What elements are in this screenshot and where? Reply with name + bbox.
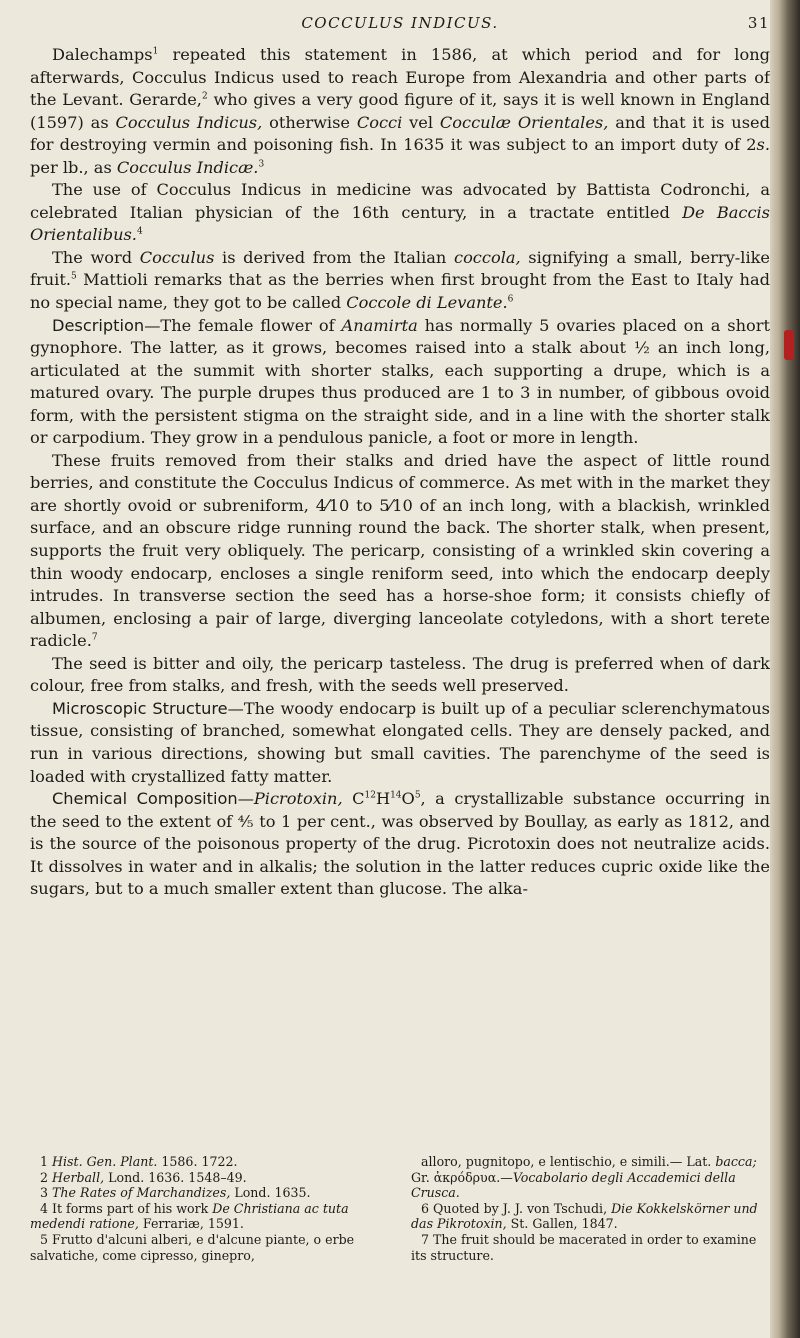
- text-run: Picrotoxin,: [253, 789, 343, 809]
- text-run: H: [375, 789, 391, 809]
- text-run: 4 It forms part of his work: [40, 1200, 213, 1216]
- text-run: 7 The fruit should be macerated in order to examine its structure.: [411, 1231, 757, 1263]
- section-heading: Description: [52, 315, 145, 335]
- superscript: 14: [390, 790, 402, 801]
- text-run: Mattioli remarks that as the berries when first brought from the East to Italy had no special name, they got to be called: [30, 270, 770, 313]
- text-run: St. Gallen, 1847.: [506, 1216, 618, 1232]
- text-run: has normally 5 ovaries placed on a short gynophore. The latter, as it grows, becomes raised into a stalk about ½ an inch long, articulated at the summit with shorter stalks, each supporting a drupe, which is a matured ovary. The purple drupes thus produced are 1 to 3 in number, of gibbous ovoid form, with the persistent stigma on the straight side, and in a line with the shorter stalk or carpodium. They grow in a pendulous panicle, a foot or more in length.: [30, 315, 770, 448]
- text-run: Anamirta: [341, 315, 418, 335]
- text-run: , a crystallizable substance occurring in the seed to the extent of ⅘ to 1 per cent., was observed by Boullay, as early as 1812, and is the source of the poisonous property of the drug. Picrotoxin does not neutralize acids. It dissolves in water and in alkalis; the solution in the latter reduces cupric oxide like the sugars, but to a much smaller extent than glucose. The alka-: [30, 789, 770, 899]
- text-run: The seed is bitter and oily, the pericarp tasteless. The drug is preferred when of dark colour, free from stalks, and fresh, with the seeds well preserved.: [30, 653, 770, 696]
- text-run: C: [342, 789, 365, 809]
- text-run: alloro, pugnitopo, e lentischio, e simili.— Lat.: [421, 1154, 716, 1169]
- superscript: 3: [258, 159, 265, 170]
- text-run: and that it is used for destroying vermin and poisoning fish. In 1635 it was subject to an import duty of 2: [30, 112, 770, 155]
- text-run: Ferrariæ, 1591.: [138, 1216, 244, 1232]
- text-run: who gives a very good figure of it, says it is well known in England (1597) as: [30, 90, 770, 132]
- page-header: [30, 14, 770, 40]
- footnote: [411, 1201, 770, 1232]
- paragraph: [30, 653, 770, 698]
- text-run: per lb., as: [30, 157, 117, 177]
- superscript: 5: [414, 790, 421, 801]
- text-run: The Rates of Marchandizes,: [52, 1185, 231, 1201]
- text-run: Lond. 1635.: [230, 1185, 311, 1201]
- text-run: signifying a small, berry-like fruit.: [30, 247, 771, 290]
- text-run: s.: [756, 135, 770, 155]
- footnote: [411, 1232, 770, 1263]
- text-run: Gr. ἀκρόδρυα.—: [411, 1169, 513, 1185]
- text-run: bacca;: [715, 1154, 757, 1169]
- text-run: 3: [40, 1185, 53, 1201]
- footnotes-left-column: [30, 1154, 389, 1263]
- superscript: 5: [70, 272, 77, 283]
- superscript: 4: [136, 226, 143, 237]
- paragraph: [30, 44, 770, 179]
- text-run: Cocculus Indicæ.: [116, 157, 259, 177]
- text-run: —The female flower of: [144, 315, 342, 335]
- text-run: —The woody endocarp is built up of a peculiar sclerenchymatous tissue, consisting of branched, somewhat elongated cells. They are densely packed, and run in various directions, showing but small cavities. The parenchyme of the seed is loaded with crystallized fatty matter.: [30, 698, 770, 786]
- paragraph: [30, 179, 770, 247]
- text-run: 1586. 1722.: [157, 1154, 238, 1169]
- text-run: These fruits removed from their stalks and dried have the aspect of little round berries, and constitute the Cocculus Indicus of commerce. As met with in the market they are shortly ovoid or subreniform, 4⁄10 to 5⁄10 of an inch long, with a blackish, wrinkled surface, and an obscure ridge running round the back. The shorter stalk, when present, supports the fruit very obliquely. The pericarp, consisting of a wrinkled skin covering a thin woody endocarp, encloses a single reniform seed, into which the endocarp deeply intrudes. In transverse section the seed has a horse-shoe form; it consists chiefly of albumen, enclosing a pair of large, diverging lanceolate cotyledons, with a short terete radicle.: [30, 450, 770, 651]
- text-run: 5 Frutto d'alcuni alberi, e d'alcune piante, o erbe salvatiche, come cipresso, ginepro,: [30, 1231, 355, 1263]
- text-run: Die Kokkelskörner und das Pikrotoxin,: [411, 1200, 758, 1232]
- text-run: Dalechamps: [52, 45, 153, 64]
- paragraph: [30, 788, 770, 901]
- text-run: De Christiana ac tuta medendi ratione,: [30, 1200, 349, 1232]
- text-run: The use of Cocculus Indicus in medicine was advocated by Battista Codronchi, a celebrated Italian physician of the 16th century, in a tractate entitled: [30, 180, 770, 222]
- paragraph: [30, 247, 770, 315]
- footnote: [30, 1170, 389, 1186]
- text-run: Vocabolario degli Accademici della Crusca.: [411, 1169, 736, 1201]
- text-run: vel: [402, 112, 440, 132]
- superscript: 1: [152, 46, 159, 57]
- superscript: 2: [201, 91, 208, 102]
- text-run: Hist. Gen. Plant.: [52, 1154, 158, 1169]
- book-binding-edge: [770, 0, 800, 1338]
- text-run: O: [401, 789, 415, 809]
- text-run: Cocculus: [139, 247, 215, 267]
- text-run: Lond. 1636. 1548–49.: [104, 1169, 247, 1185]
- paragraph: [30, 698, 770, 788]
- text-run: is derived from the Italian: [214, 247, 454, 267]
- text-run: Herball,: [52, 1169, 105, 1185]
- text-run: —: [237, 789, 254, 809]
- text-run: coccola,: [454, 247, 521, 267]
- text-run: Coccole di Levante.: [346, 293, 508, 313]
- body-text: [30, 44, 770, 901]
- page-number: 31: [747, 14, 770, 32]
- footnote: [411, 1154, 770, 1201]
- section-heading: Chemical Composition: [52, 789, 238, 809]
- text-run: repeated this statement in 1586, at which period and for long afterwards, Cocculus Indicus used to reach Europe from Alexandria and other parts of the Levant. Gerarde,: [30, 45, 770, 110]
- footnote: [30, 1232, 389, 1263]
- superscript: 7: [91, 632, 98, 643]
- text-run: 1: [40, 1154, 53, 1169]
- binding-red-mark: [784, 330, 794, 360]
- footnote: [30, 1201, 389, 1232]
- running-head: COCCULUS INDICUS.: [301, 14, 499, 32]
- text-run: 2: [40, 1169, 53, 1185]
- text-run: Cocci: [356, 112, 403, 132]
- text-run: Cocculus Indicus,: [115, 112, 263, 132]
- text-run: 6 Quoted by J. J. von Tschudi,: [421, 1200, 612, 1216]
- text-run: The word: [52, 247, 140, 267]
- text-run: Cocculæ Orientales,: [439, 112, 609, 132]
- text-run: De Baccis Orientalibus.: [30, 202, 770, 245]
- footnote: [30, 1154, 389, 1170]
- section-heading: Microscopic Structure: [52, 698, 228, 718]
- paragraph: [30, 315, 770, 450]
- footnote: [30, 1185, 389, 1201]
- footnotes-right-column: [411, 1154, 770, 1263]
- text-run: otherwise: [262, 112, 357, 132]
- superscript: 12: [364, 790, 376, 801]
- paragraph: [30, 450, 770, 653]
- footnotes: [30, 1154, 770, 1263]
- superscript: 6: [507, 294, 514, 305]
